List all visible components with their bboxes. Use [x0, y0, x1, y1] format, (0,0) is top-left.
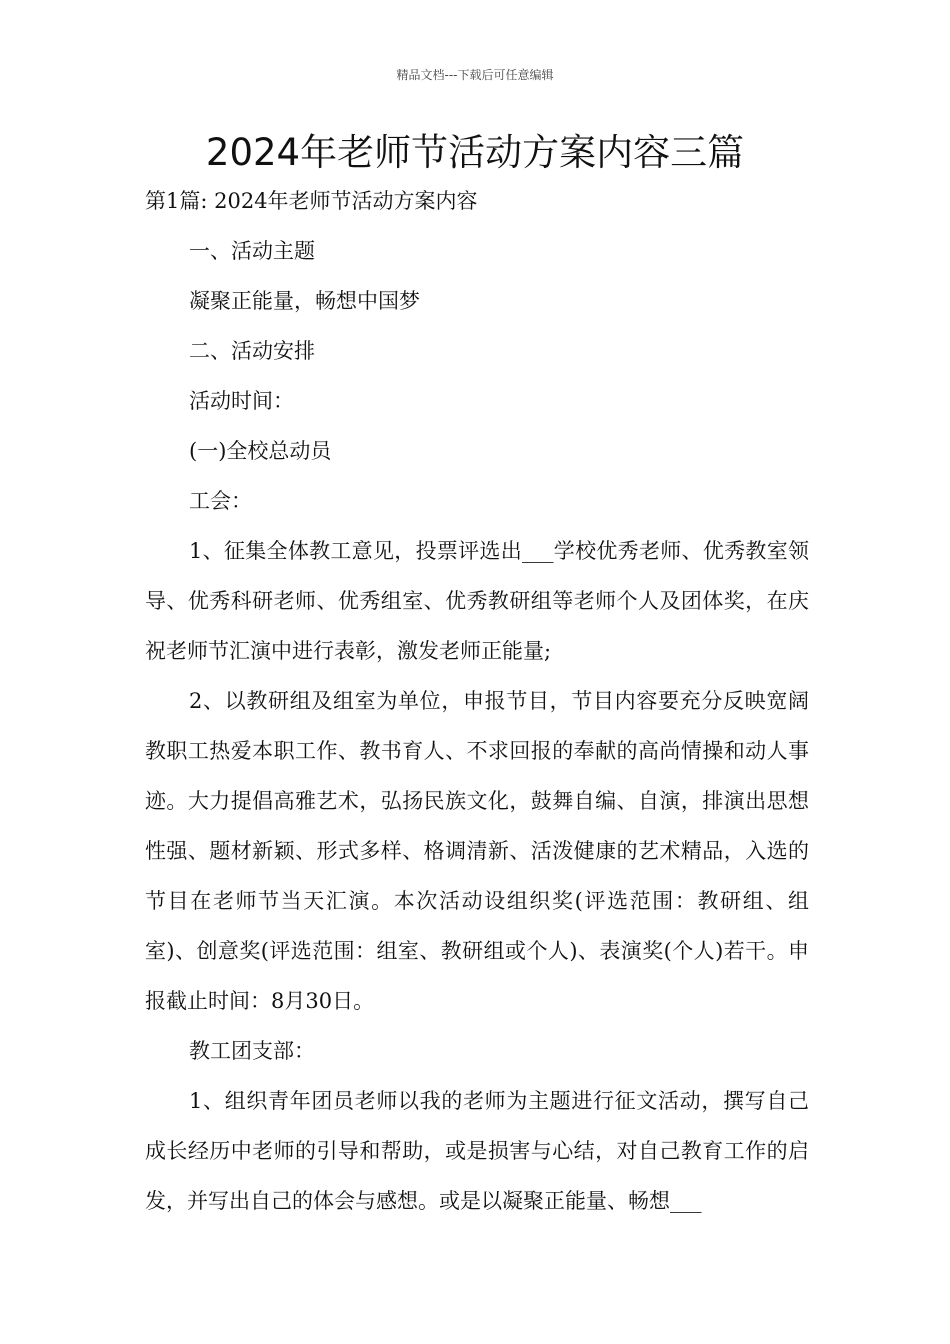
paragraph-union-heading: 工会：: [189, 489, 252, 513]
paragraph-activity-time: 活动时间：: [189, 389, 294, 413]
paragraph-youth-league-item-1: 1、组织青年团员老师以我的老师为主题进行征文活动，撰写自己成长经历中老师的引导和帮助，或是损害与心结，对自己教育工作的启发，并写出自己的体会与感想。或是以凝聚正能量、畅想___: [145, 1089, 809, 1213]
paragraph-union-item-2: 2、以教研组及组室为单位，申报节目，节目内容要充分反映宽阔教职工热爱本职工作、教书育人、不求回报的奉献的高尚情操和动人事迹。大力提倡高雅艺术，弘扬民族文化，鼓舞自编、自演，排演出思想性强、题材新颖、形式多样、格调清新、活泼健康的艺术精品，入选的节目在老师节当天汇演。本次活动设组织奖(评选范围：教研组、组室)、创意奖(评选范围：组室、教研组或个人)、表演奖(个人)若干。申报截止时间：8月30日。: [145, 689, 809, 1013]
paragraph-youth-league-heading: 教工团支部：: [189, 1039, 315, 1063]
paragraph-union-item-1: 1、征集全体教工意见，投票评选出___学校优秀老师、优秀教室领导、优秀科研老师、优秀组室、优秀教研组等老师个人及团体奖，在庆祝老师节汇演中进行表彰，激发老师正能量;: [145, 539, 809, 663]
document-title: 2024年老师节活动方案内容三篇: [205, 131, 745, 174]
page-header: 精品文档---下载后可任意编辑: [396, 68, 554, 82]
paragraph-activity-arrangement-heading: 二、活动安排: [189, 339, 315, 363]
paragraph-activity-theme-heading: 一、活动主题: [189, 239, 315, 263]
document-body: [145, 176, 809, 1226]
paragraph-school-mobilization: (一)全校总动员: [189, 439, 332, 463]
section-heading: 第1篇: 2024年老师节活动方案内容: [145, 189, 478, 213]
paragraph-activity-theme: 凝聚正能量，畅想中国梦: [189, 289, 420, 313]
